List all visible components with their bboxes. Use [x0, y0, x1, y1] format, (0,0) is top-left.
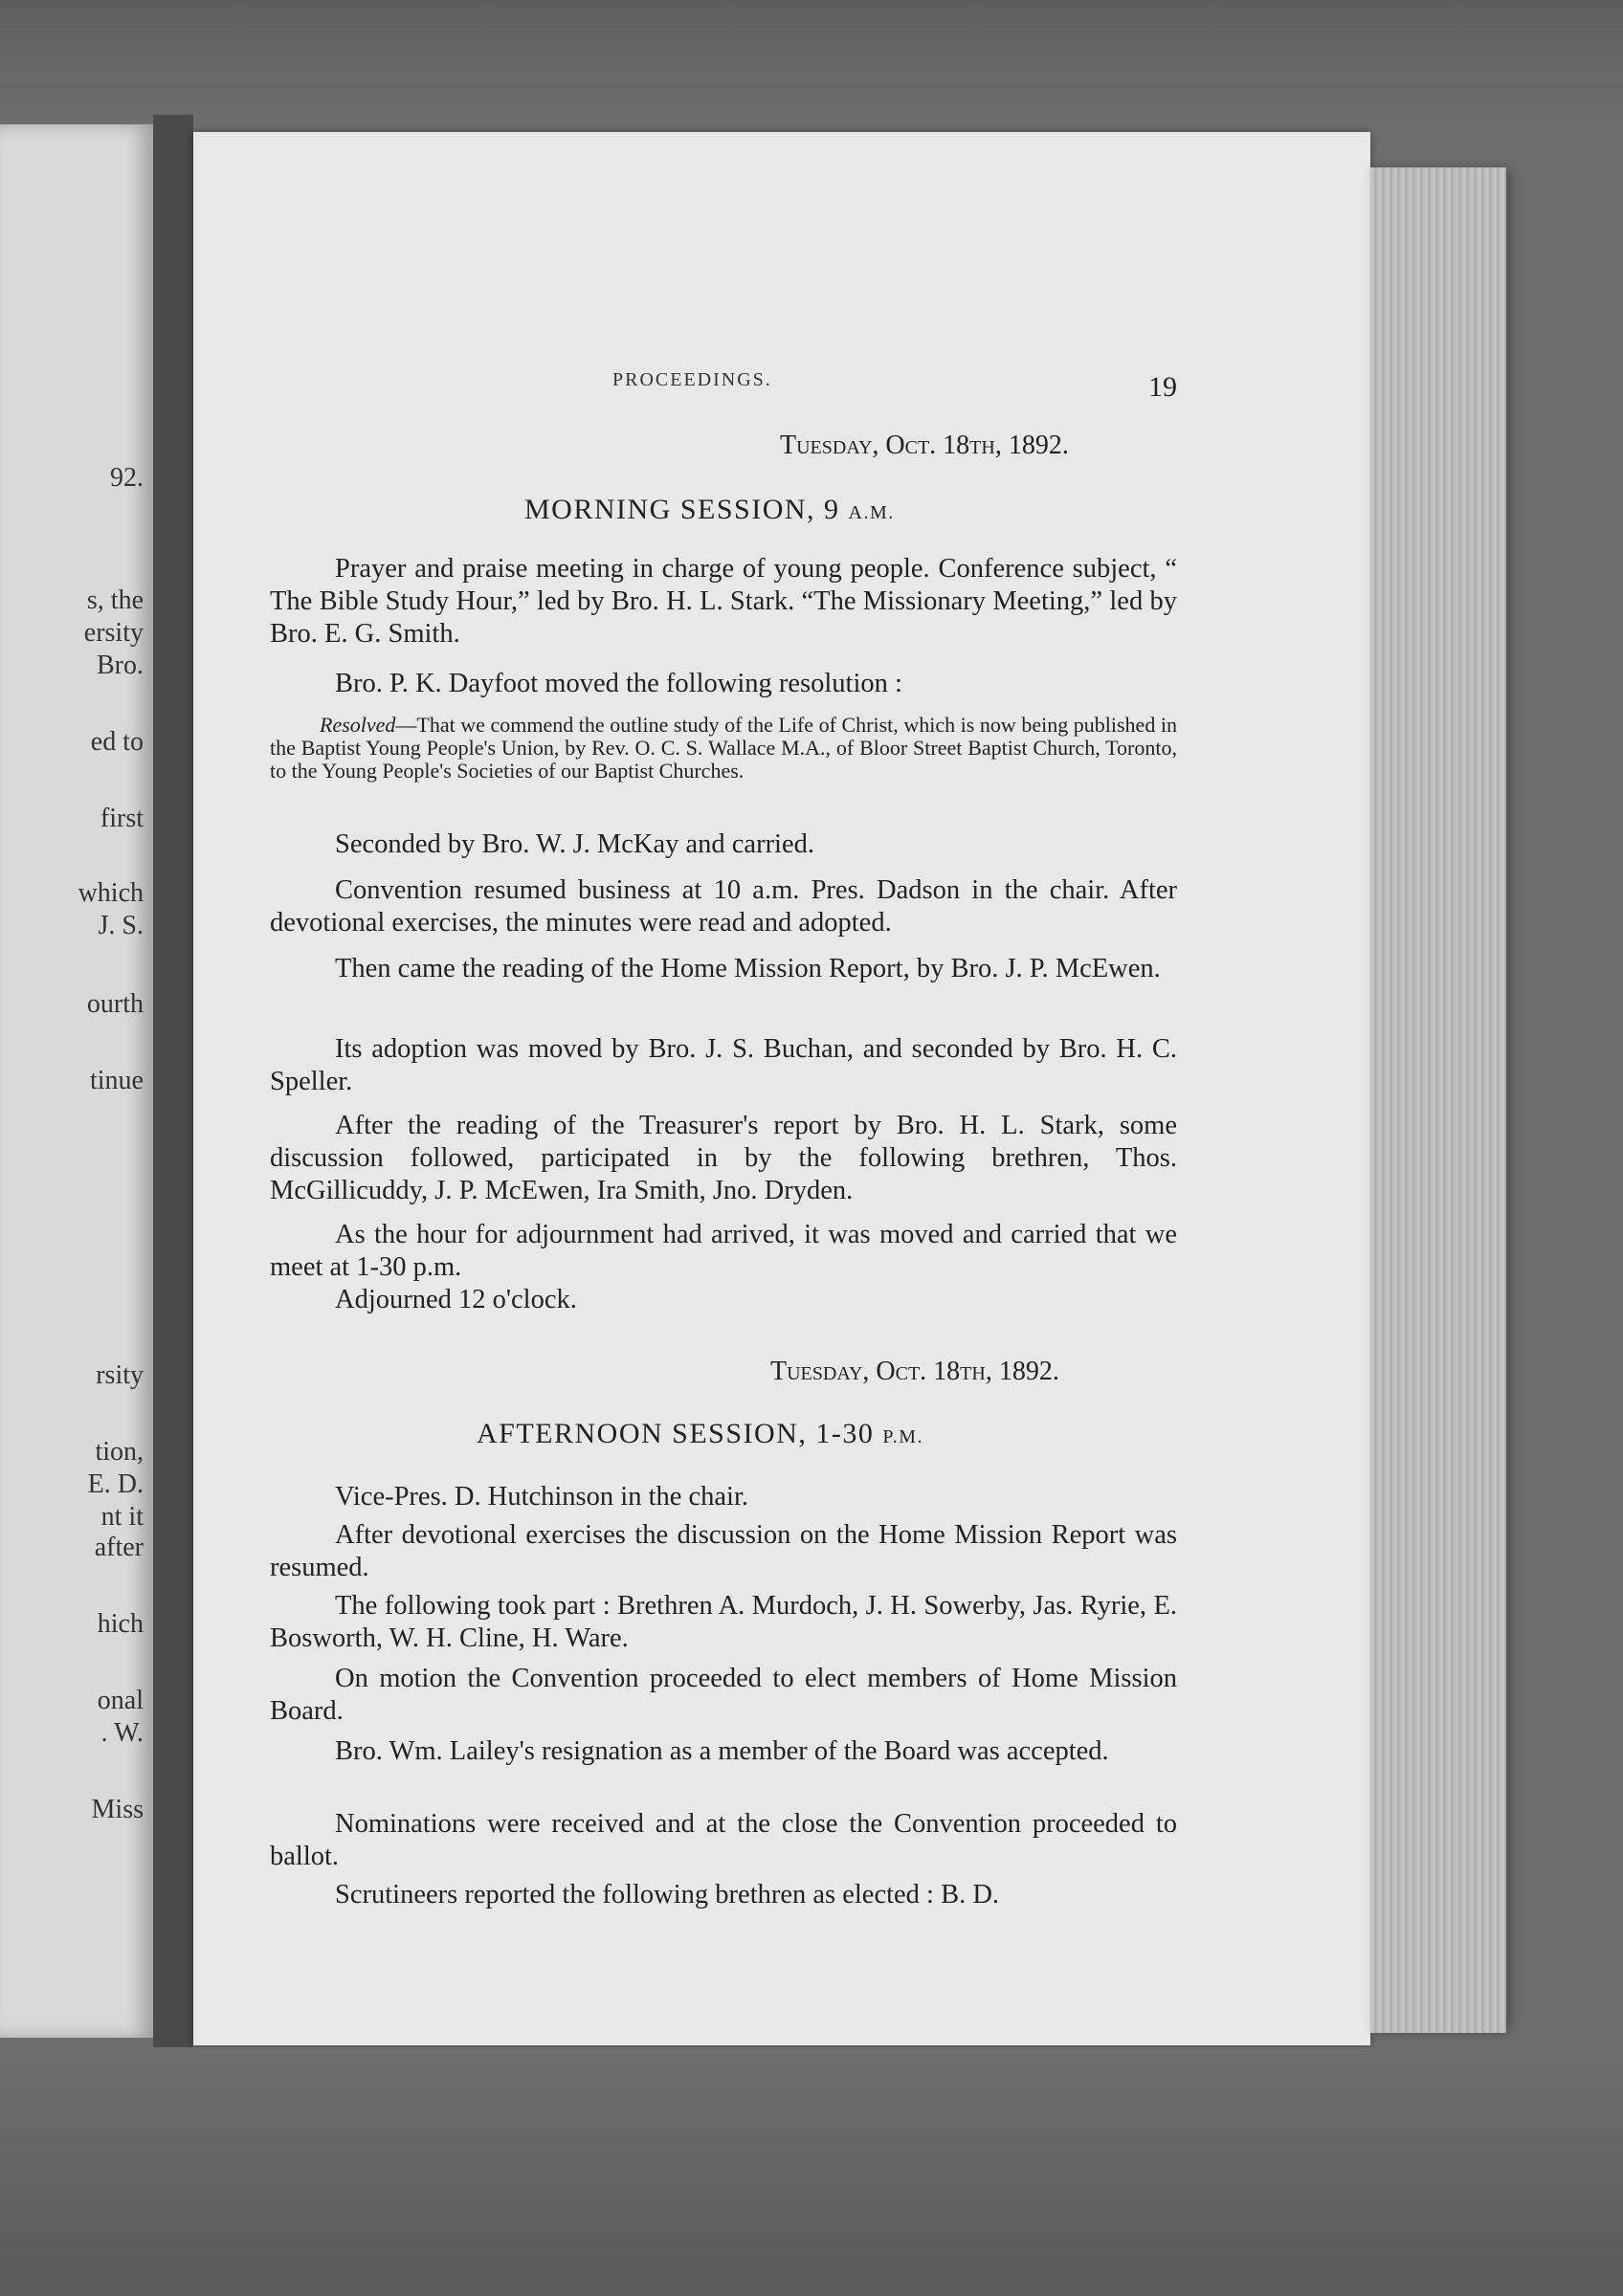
scan-background-bottom — [0, 2047, 1623, 2296]
paragraph: Seconded by Bro. W. J. McKay and carried. — [335, 829, 815, 859]
paragraph: After devotional exercises the discussion on the Home Mission Report was resumed. — [270, 1520, 1177, 1582]
left-fragment: . W. — [100, 1718, 144, 1748]
resolution-label: Resolved — [320, 713, 396, 737]
left-fragment: ourth — [86, 989, 144, 1019]
left-fragment: first — [100, 804, 144, 833]
left-fragment: E. D. — [87, 1469, 144, 1499]
morning-heading-suffix: A.M. — [848, 502, 895, 523]
left-fragment: tinue — [90, 1066, 144, 1095]
left-fragment: rsity — [96, 1360, 144, 1390]
afternoon-session-heading — [477, 1418, 923, 1450]
paragraph: Adjourned 12 o'clock. — [335, 1285, 577, 1314]
paragraph: Nominations were received and at the close the Convention proceeded to ballot. — [270, 1809, 1177, 1871]
morning-date: Tuesday, Oct. 18th, 1892. — [780, 430, 1069, 460]
paragraph: Convention resumed business at 10 a.m. Pres. Dadson in the chair. After devotional exercises, the minutes were read and adopted. — [270, 875, 1177, 938]
paragraph: Bro. P. K. Dayfoot moved the following resolution : — [335, 669, 902, 698]
scan-background-top — [0, 0, 1623, 124]
left-fragment: Bro. — [97, 651, 144, 680]
left-fragment: tion, — [95, 1437, 144, 1467]
paragraph: Vice-Pres. D. Hutchinson in the chair. — [335, 1482, 749, 1512]
left-fragment: J. S. — [98, 911, 144, 940]
paragraph: On motion the Convention proceeded to elect members of Home Mission Board. — [270, 1664, 1177, 1726]
running-head: PROCEEDINGS. — [612, 369, 772, 390]
book-gutter — [153, 115, 193, 2047]
paragraph: Prayer and praise meeting in charge of young people. Conference subject, “ The Bible Study Hour,” led by Bro. H. L. Stark. “The Missionary Meeting,” led by Bro. E. G. Smith. — [270, 554, 1177, 649]
left-fragment: onal — [97, 1686, 144, 1715]
left-fragment: 92. — [110, 463, 144, 493]
paragraph: After the reading of the Treasurer's report by Bro. H. L. Stark, some discussion followed, participated in by the following brethren, Thos. McGillicuddy, J. P. McEwen, Ira Smith, Jno. Dryden. — [270, 1111, 1177, 1205]
paragraph: Bro. Wm. Lailey's resignation as a member of the Board was accepted. — [335, 1736, 1109, 1766]
afternoon-heading-main: AFTERNOON SESSION, 1-30 — [477, 1418, 875, 1449]
paragraph: Then came the reading of the Home Mission Report, by Bro. J. P. McEwen. — [335, 954, 1161, 983]
paragraph: Its adoption was moved by Bro. J. S. Buchan, and seconded by Bro. H. C. Speller. — [270, 1034, 1177, 1096]
afternoon-heading-suffix: P.M. — [882, 1426, 924, 1447]
left-fragment: hich — [97, 1609, 144, 1639]
left-fragment: ersity — [83, 618, 144, 648]
left-fragment: nt it — [100, 1502, 144, 1532]
page-number: 19 — [1148, 371, 1177, 403]
paragraph: Scrutineers reported the following brethren as elected : B. D. — [335, 1880, 1000, 1910]
left-fragment: Miss — [91, 1795, 144, 1824]
resolution-text — [270, 714, 1177, 783]
left-fragment: ed to — [90, 727, 144, 757]
morning-session-heading — [524, 494, 895, 526]
left-fragment: which — [78, 878, 144, 908]
paragraph: The following took part : Brethren A. Murdoch, J. H. Sowerby, Jas. Ryrie, E. Bosworth, W. H. Cline, H. Ware. — [270, 1591, 1177, 1653]
morning-heading-main: MORNING SESSION, 9 — [524, 494, 840, 525]
left-fragment: after — [94, 1533, 144, 1562]
left-facing-page — [0, 124, 153, 2038]
paragraph: As the hour for adjournment had arrived, it was moved and carried that we meet at 1-30 p.m. — [270, 1220, 1177, 1282]
left-fragment: s, the — [86, 585, 144, 615]
afternoon-date: Tuesday, Oct. 18th, 1892. — [770, 1357, 1059, 1386]
resolution-body: —That we commend the outline study of the Life of Christ, which is now being published in the Baptist Young People's Union, by Rev. O. C. S. Wallace M.A., of Bloor Street Baptist Church, Toronto, to the Young People's Societies of our Baptist Churches. — [270, 713, 1177, 783]
page-edges — [1370, 167, 1506, 2033]
